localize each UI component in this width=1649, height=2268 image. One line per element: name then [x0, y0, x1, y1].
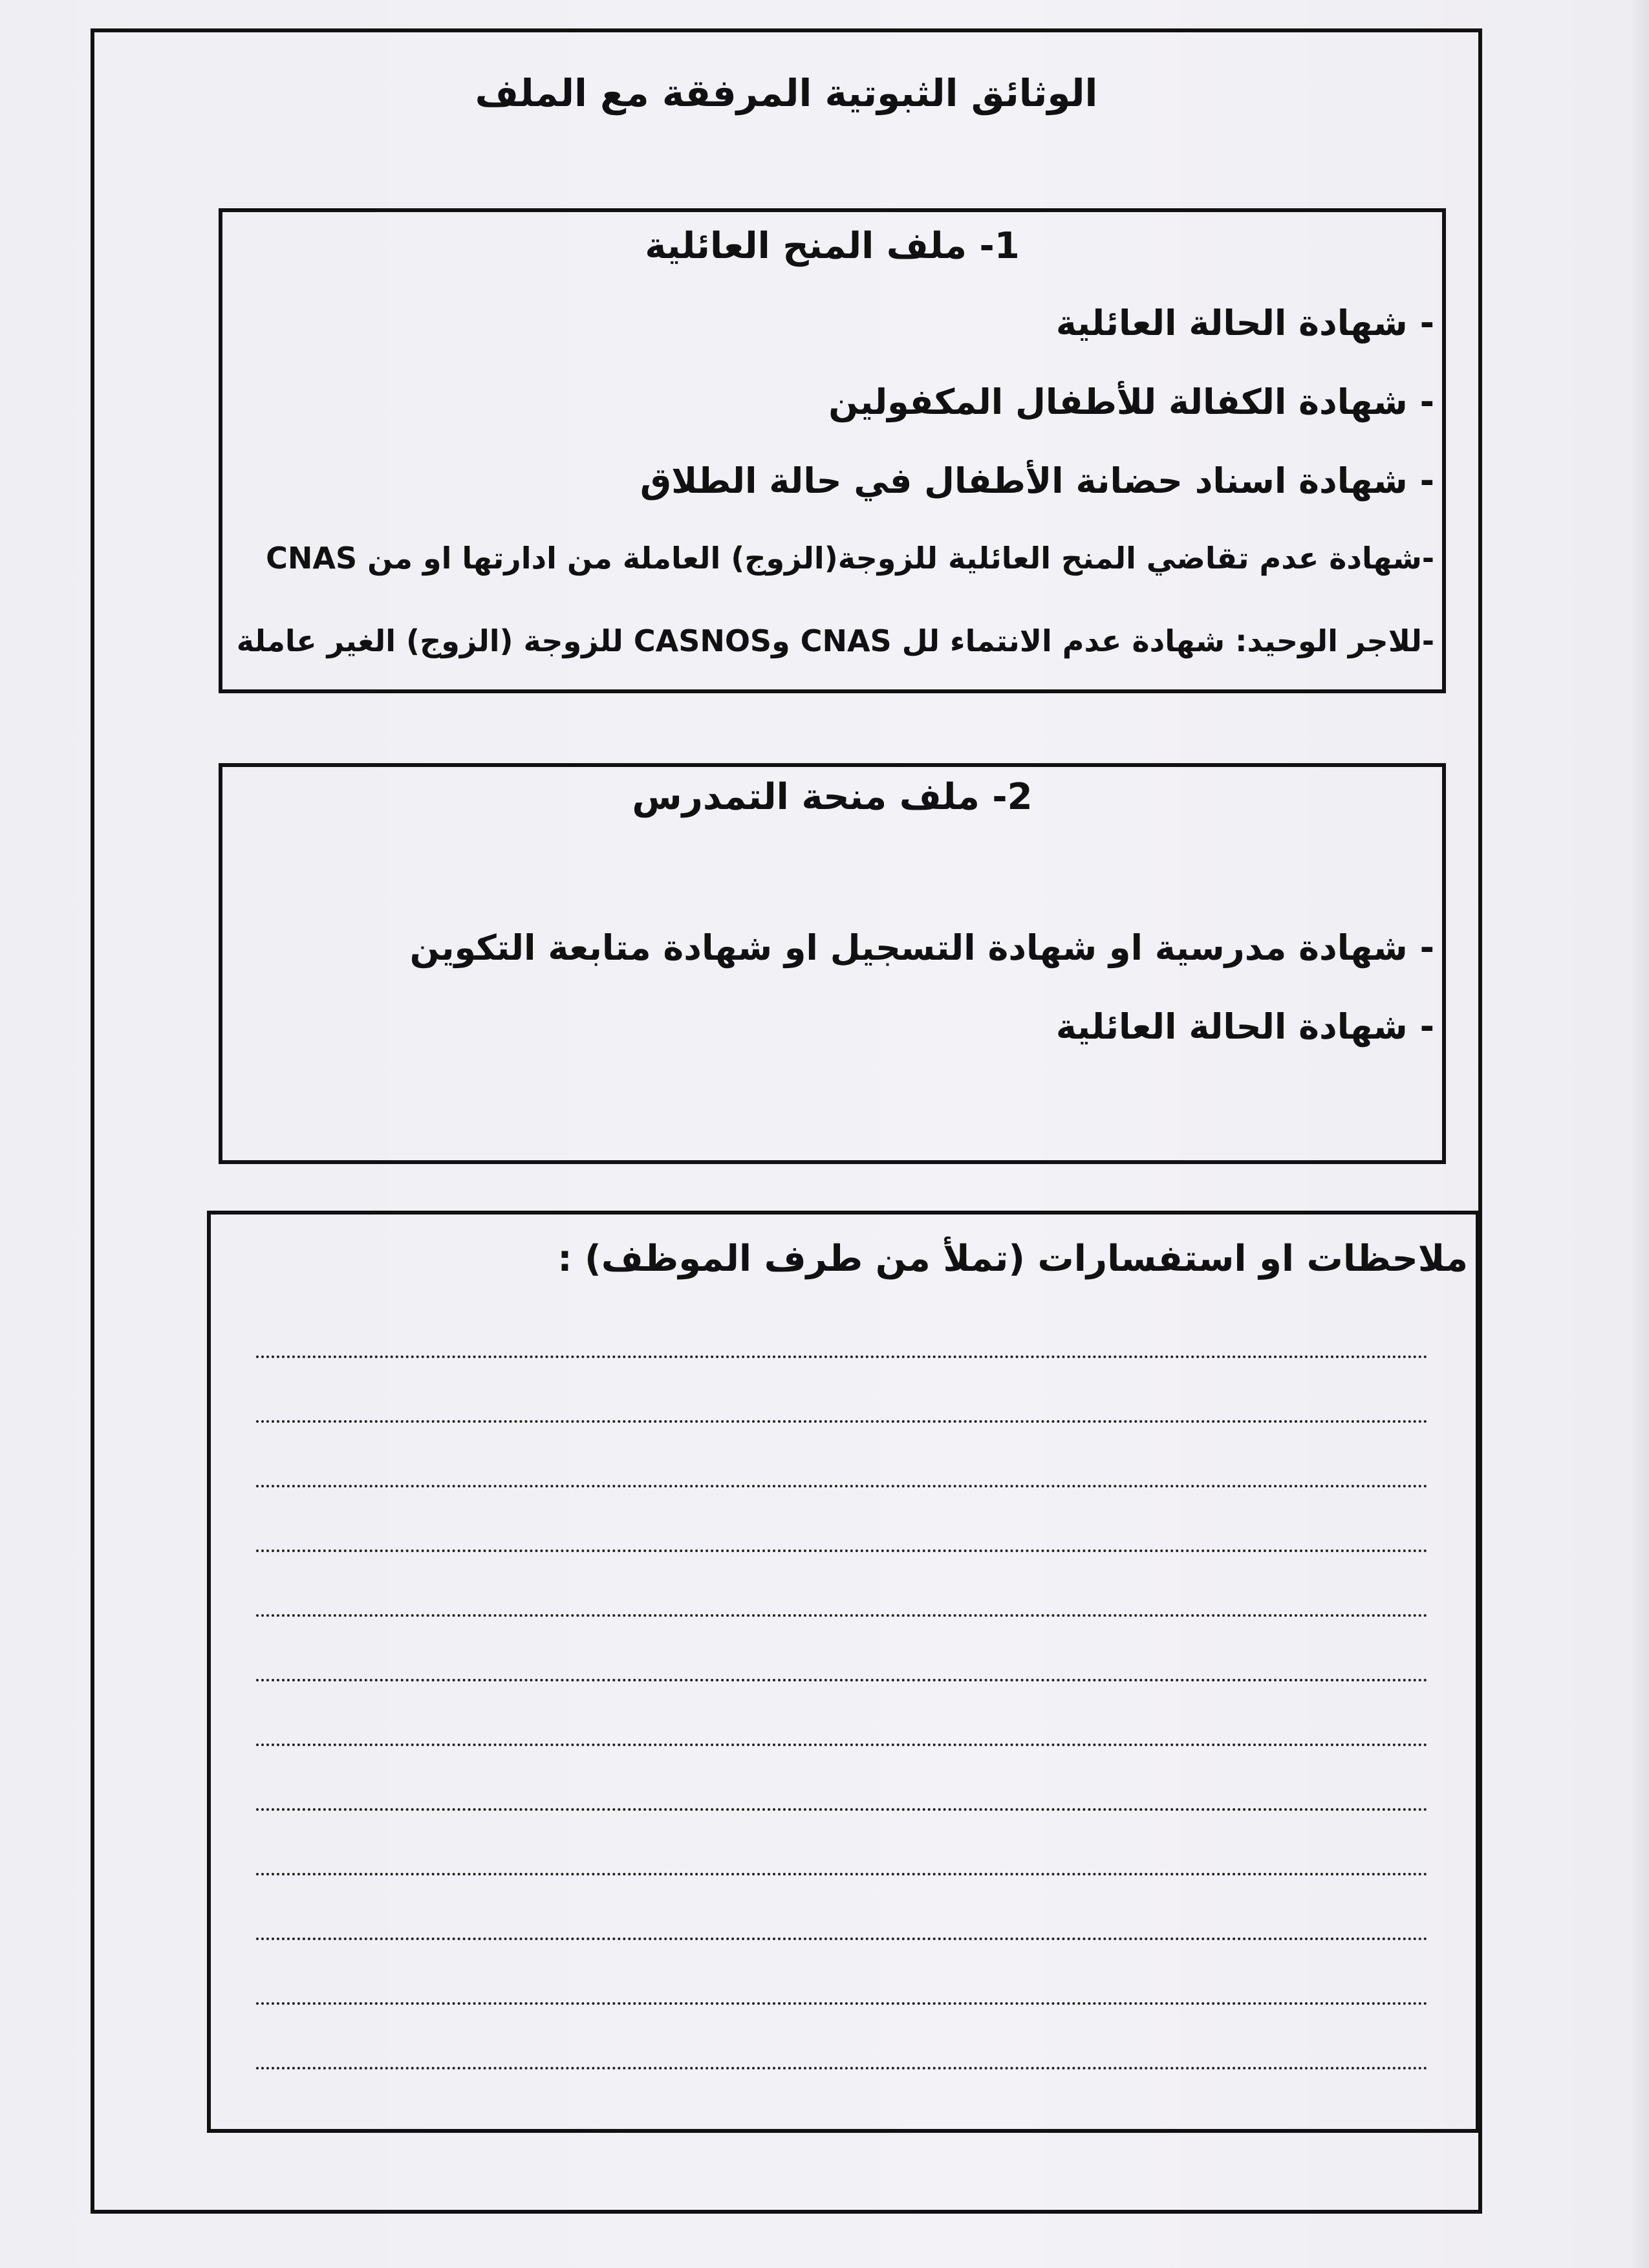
notes-line[interactable] [256, 1420, 1428, 1423]
notes-section [207, 1211, 1480, 2133]
list-item: -للاجر الوحيد: شهادة عدم الانتماء لل CNAS وCASNOS للزوجة (الزوج) الغير عاملة [236, 623, 1434, 658]
notes-line[interactable] [256, 1808, 1428, 1811]
notes-line[interactable] [256, 1679, 1428, 1681]
notes-heading: ملاحظات او استفسارات (تملأ من طرف الموظف) : [557, 1238, 1468, 1280]
family-allowance-section [219, 208, 1446, 693]
notes-line[interactable] [256, 1614, 1428, 1617]
notes-line[interactable] [256, 1485, 1428, 1487]
page-edge-shadow [1630, 0, 1649, 2268]
notes-line[interactable] [256, 1744, 1428, 1746]
family-allowance-title: 1- ملف المنح العائلية [645, 225, 1020, 267]
notes-line[interactable] [256, 2002, 1428, 2005]
list-item: - شهادة اسناد حضانة الأطفال في حالة الطلاق [640, 460, 1434, 501]
list-item: - شهادة مدرسية او شهادة التسجيل او شهادة متابعة التكوين [409, 927, 1434, 968]
page-title: الوثائق الثبوتية المرفقة مع الملف [475, 71, 1098, 115]
notes-line[interactable] [256, 1873, 1428, 1875]
list-item: - شهادة الحالة العائلية [1055, 303, 1434, 343]
notes-line[interactable] [256, 1550, 1428, 1552]
list-item: -شهادة عدم تقاضي المنح العائلية للزوجة(الزوج) العاملة من ادارتها او من CNAS [266, 541, 1434, 576]
notes-line[interactable] [256, 2067, 1428, 2069]
school-allowance-title: 2- ملف منحة التمدرس [632, 776, 1033, 818]
list-item: - شهادة الحالة العائلية [1055, 1006, 1434, 1047]
list-item: - شهادة الكفالة للأطفال المكفولين [828, 382, 1434, 422]
notes-line[interactable] [256, 1938, 1428, 1940]
notes-line[interactable] [256, 1355, 1428, 1358]
school-allowance-section [219, 763, 1446, 1164]
